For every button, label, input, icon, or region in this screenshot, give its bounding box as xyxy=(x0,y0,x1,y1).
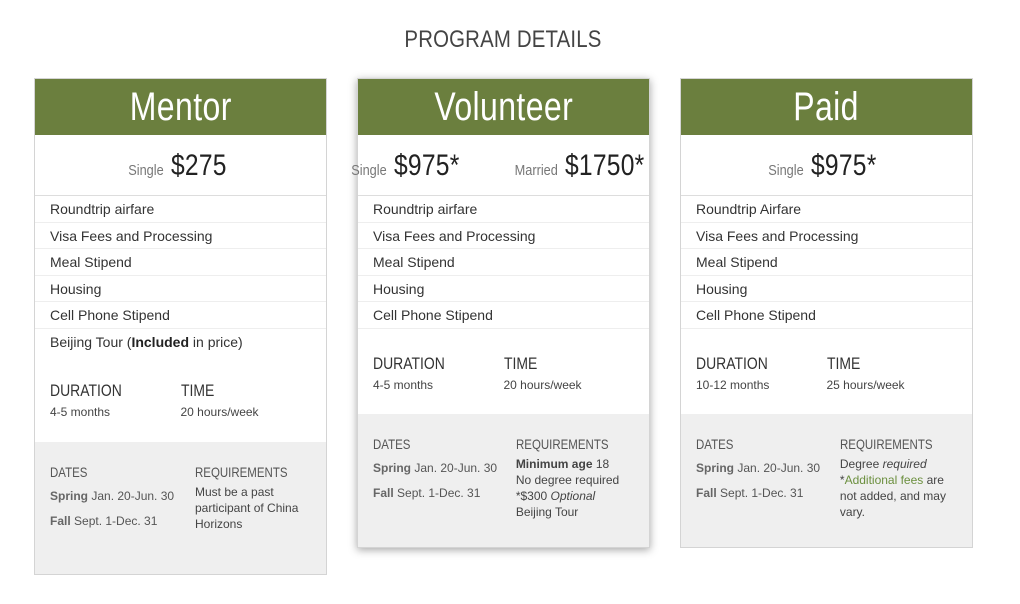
dates-fall xyxy=(50,509,195,534)
pricing-card-mentor xyxy=(34,78,327,575)
season-label: Fall xyxy=(696,486,717,500)
dates-fall xyxy=(373,481,516,506)
time-label: TIME xyxy=(826,353,860,373)
price-label: Single xyxy=(128,162,164,179)
price-married xyxy=(507,149,662,183)
price-single xyxy=(762,149,891,183)
card-header xyxy=(35,79,326,135)
feature-item: Roundtrip Airfare xyxy=(681,196,972,223)
req-rest: are not added, and may vary. xyxy=(839,473,946,519)
season-range: Jan. 20-Jun. 30 xyxy=(737,461,821,475)
price-amount: $975* xyxy=(810,149,877,182)
price-amount: $975* xyxy=(393,149,460,182)
dates-requirements-block xyxy=(681,414,972,547)
season-label: Spring xyxy=(373,461,411,475)
req-tour: Beijing Tour xyxy=(515,505,579,519)
card-header xyxy=(681,79,972,135)
req-fee: *$300 xyxy=(515,489,551,503)
duration-label: DURATION xyxy=(50,381,122,400)
feature-list xyxy=(681,196,972,329)
feature-item: Cell Phone Stipend xyxy=(35,302,326,329)
dates-col xyxy=(373,436,516,547)
feature-text: Beijing Tour ( xyxy=(50,333,132,350)
season-label: Spring xyxy=(696,461,734,475)
card-title: Paid xyxy=(793,84,860,129)
feature-bold: Included xyxy=(131,333,190,350)
requirements-col xyxy=(516,436,634,547)
requirements-label: REQUIREMENTS xyxy=(839,436,933,452)
feature-item: Visa Fees and Processing xyxy=(358,223,649,250)
price-label: Single xyxy=(351,162,387,179)
duration-value: 4-5 months xyxy=(373,377,434,392)
feature-item-beijing-tour xyxy=(35,329,326,356)
dates-spring xyxy=(50,484,195,509)
feature-list xyxy=(358,196,649,329)
price-single xyxy=(122,149,239,183)
req-degree: Degree xyxy=(839,457,883,471)
dates-col xyxy=(50,464,195,574)
dates-label: DATES xyxy=(50,464,88,480)
duration-time-block xyxy=(35,381,326,419)
requirements-col xyxy=(840,436,957,547)
dates-label: DATES xyxy=(696,436,734,452)
time-value: 25 hours/week xyxy=(826,377,905,392)
duration-time-block xyxy=(358,354,649,392)
additional-fees-link[interactable]: Additional fees xyxy=(844,473,924,487)
req-optional: Optional xyxy=(550,489,596,503)
pricing-card-paid xyxy=(680,78,973,548)
time-col xyxy=(181,381,312,419)
duration-label: DURATION xyxy=(373,353,445,373)
duration-label: DURATION xyxy=(696,353,768,373)
requirements-text xyxy=(516,456,634,520)
feature-item: Meal Stipend xyxy=(35,249,326,276)
feature-item: Housing xyxy=(358,276,649,303)
dates-requirements-block xyxy=(35,442,326,574)
price-label: Single xyxy=(768,162,804,179)
requirements-col xyxy=(195,464,310,574)
dates-fall xyxy=(696,481,840,506)
req-min-age: 18 xyxy=(592,457,610,471)
time-value: 20 hours/week xyxy=(503,377,582,392)
dates-col xyxy=(696,436,840,547)
season-label: Fall xyxy=(50,514,71,528)
feature-item: Housing xyxy=(681,276,972,303)
season-range: Sept. 1-Dec. 31 xyxy=(720,486,804,500)
dates-spring xyxy=(373,456,516,481)
feature-item: Housing xyxy=(35,276,326,303)
price-single xyxy=(345,149,474,183)
duration-value: 4-5 months xyxy=(50,405,111,419)
season-range: Sept. 1-Dec. 31 xyxy=(397,486,481,500)
duration-col xyxy=(373,354,504,392)
duration-col xyxy=(696,354,827,392)
time-col xyxy=(827,354,958,392)
time-label: TIME xyxy=(503,353,537,373)
feature-text: in price) xyxy=(189,333,243,350)
card-header xyxy=(358,79,649,135)
feature-item: Cell Phone Stipend xyxy=(358,302,649,329)
requirements-text xyxy=(840,456,957,520)
feature-item: Visa Fees and Processing xyxy=(35,223,326,250)
time-label: TIME xyxy=(180,381,214,400)
price-amount: $1750* xyxy=(565,149,645,182)
section-title: PROGRAM DETAILS xyxy=(404,26,602,53)
requirements-label: REQUIREMENTS xyxy=(515,436,609,452)
dates-spring xyxy=(696,456,840,481)
req-star: * xyxy=(839,473,845,487)
dates-requirements-block xyxy=(358,414,649,547)
season-label: Fall xyxy=(373,486,394,500)
pricing-card-volunteer xyxy=(351,78,650,548)
feature-item: Visa Fees and Processing xyxy=(681,223,972,250)
time-value: 20 hours/week xyxy=(180,405,259,419)
time-col xyxy=(504,354,635,392)
season-range: Sept. 1-Dec. 31 xyxy=(74,514,158,528)
price-row xyxy=(681,135,972,196)
feature-item: Cell Phone Stipend xyxy=(681,302,972,329)
feature-list xyxy=(35,196,326,355)
feature-item: Meal Stipend xyxy=(681,249,972,276)
requirements-label: REQUIREMENTS xyxy=(195,464,288,480)
season-label: Spring xyxy=(50,489,88,503)
card-title: Mentor xyxy=(129,84,232,129)
feature-item: Roundtrip airfare xyxy=(35,196,326,223)
season-range: Jan. 20-Jun. 30 xyxy=(91,489,175,503)
dates-label: DATES xyxy=(373,436,411,452)
price-row xyxy=(35,135,326,196)
req-min-age-label: Minimum age xyxy=(515,457,593,471)
duration-value: 10-12 months xyxy=(696,377,770,392)
req-required: required xyxy=(882,457,927,471)
price-row xyxy=(351,135,649,196)
price-amount: $275 xyxy=(170,149,227,182)
price-label: Married xyxy=(515,162,559,179)
card-title: Volunteer xyxy=(434,84,573,129)
duration-col xyxy=(50,381,181,419)
feature-item: Meal Stipend xyxy=(358,249,649,276)
requirements-text: Must be a past participant of China Horizons xyxy=(195,485,299,531)
duration-time-block xyxy=(681,354,972,392)
feature-item: Roundtrip airfare xyxy=(358,196,649,223)
req-degree: No degree required xyxy=(515,473,620,487)
season-range: Jan. 20-Jun. 30 xyxy=(414,461,498,475)
